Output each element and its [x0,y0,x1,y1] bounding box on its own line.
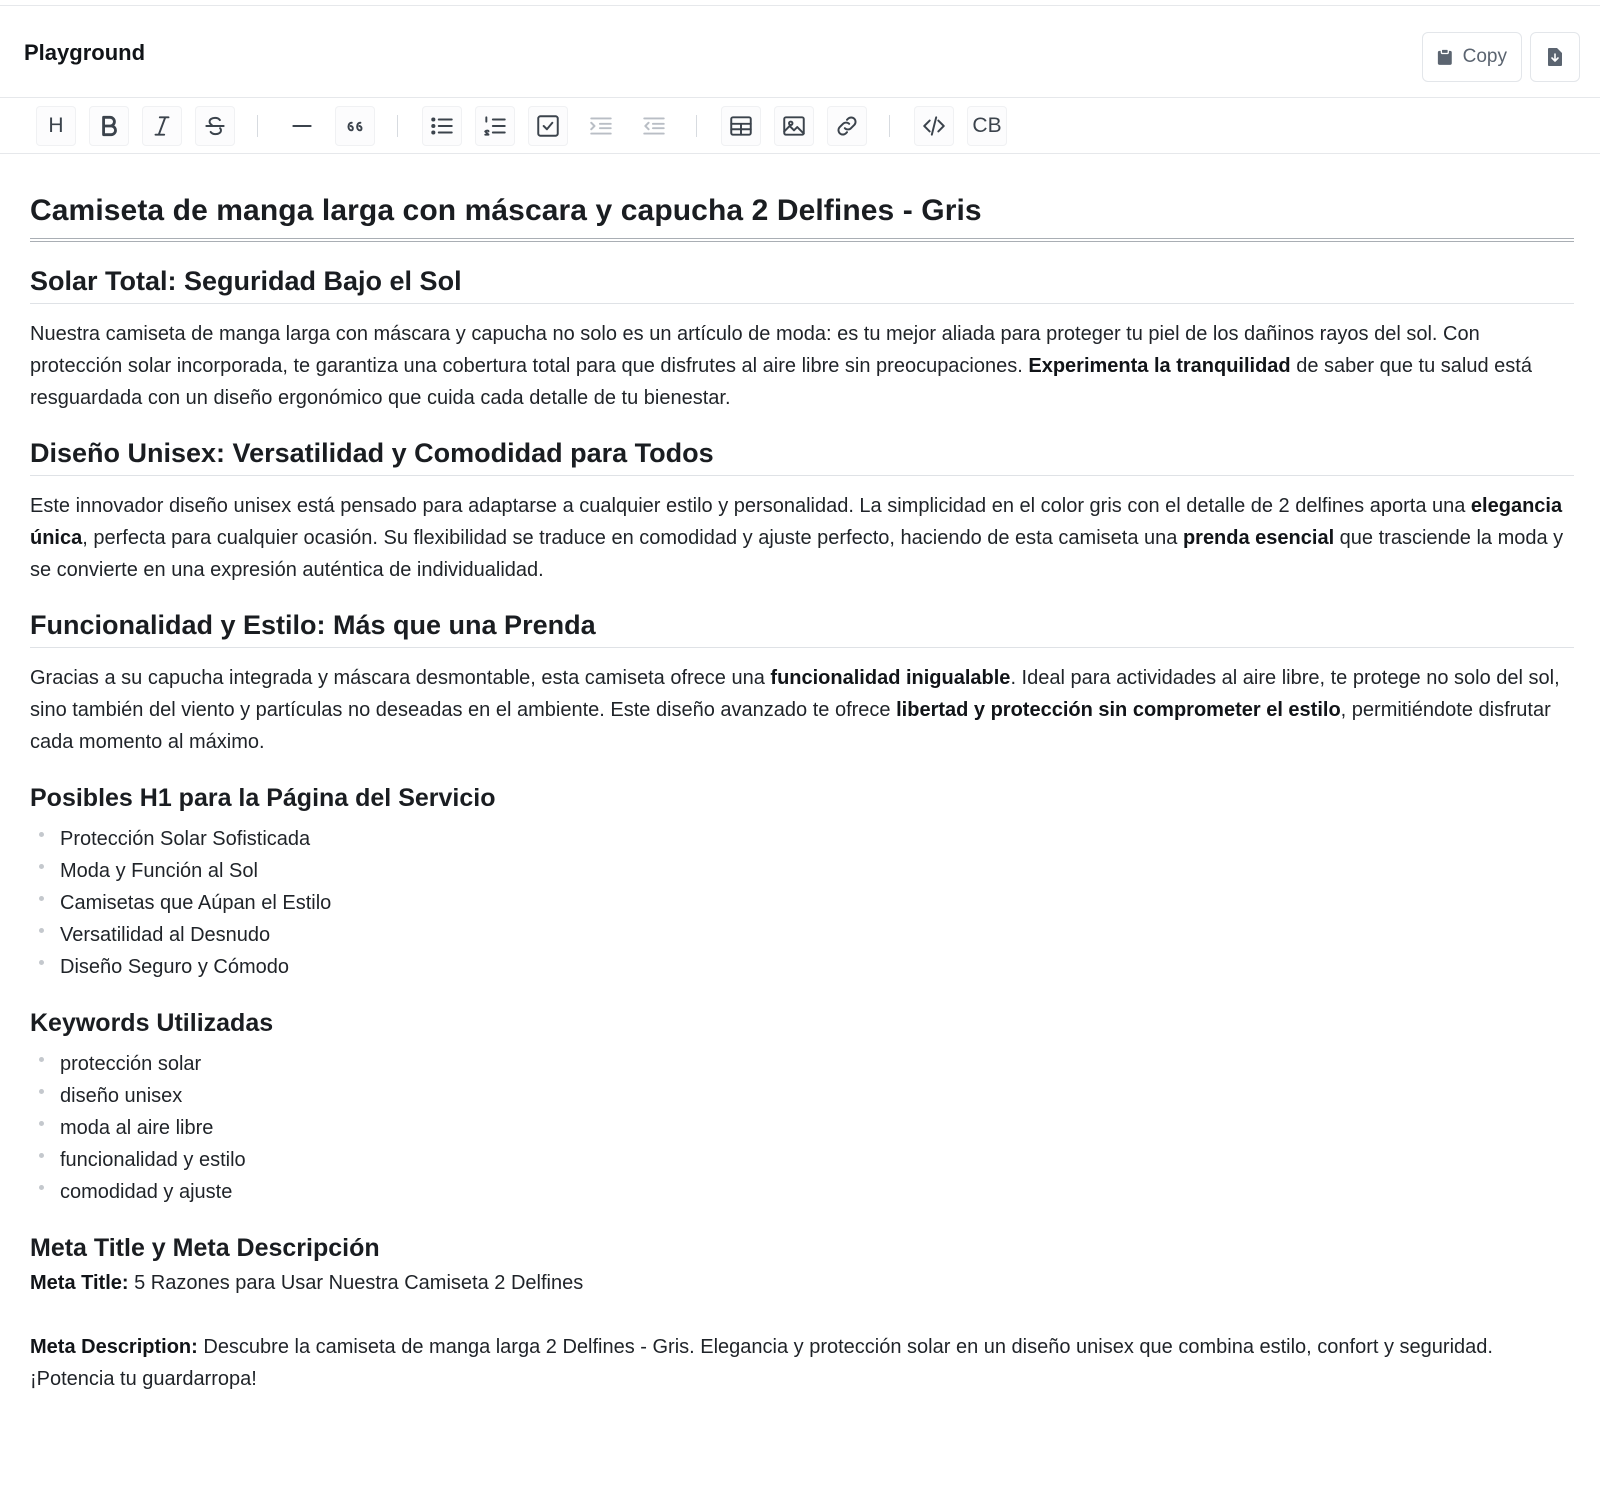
list-item: funcionalidad y estilo [30,1144,1574,1176]
paragraph-text: , permitiéndote disfrutar cada momento al máximo. [30,699,1551,753]
outdent-icon [641,113,667,139]
code-icon [921,113,947,139]
editor-content[interactable] [0,154,1600,1395]
horizontal-rule-icon [289,113,315,139]
meta-description-label: Meta Description: [30,1336,198,1358]
toolbar-separator [696,115,697,137]
ordered-list-button[interactable] [475,106,515,146]
horizontal-rule-button[interactable] [282,106,322,146]
paragraph-text: Este innovador diseño unisex está pensado para adaptarse a cualquier estilo y personalidad. La simplicidad en el color gris con el detalle de 2 delfines aporta una [30,495,1471,517]
table-button[interactable] [721,106,761,146]
paragraph-text: Nuestra camiseta de manga larga con máscara y capucha no solo es un artículo de moda: es tu mejor aliada para proteger tu piel de los dañinos rayos del sol. Con protección solar incorporada, te garantiza una cobertura total para que disfrutes al aire libre sin preocupaciones. [30,323,1480,377]
link-icon [834,113,860,139]
article-title: Camiseta de manga larga con máscara y capucha 2 Delfines - Gris [30,194,1574,242]
header-actions [1422,32,1580,82]
italic-button[interactable] [142,106,182,146]
list-item: protección solar [30,1048,1574,1080]
bold-button[interactable] [89,106,129,146]
toolbar-separator [889,115,890,137]
meta-title-line [30,1267,1574,1299]
paragraph-text: de saber que tu salud está resguardada con un diseño ergonómico que cuida cada detalle de tu bienestar. [30,355,1532,409]
list-item: Diseño Seguro y Cómodo [30,951,1574,983]
meta-description-line [30,1331,1574,1395]
bold-text: prenda esencial [1182,527,1335,549]
ordered-list-icon [482,113,508,139]
code-button[interactable] [914,106,954,146]
bold-text: funcionalidad inigualable [770,667,1011,689]
code-block-button[interactable] [967,106,1007,146]
subsection-heading: Meta Title y Meta Descripción [30,1234,380,1262]
empty-line [30,1299,1574,1331]
section-paragraph [30,490,1574,586]
meta-description-value: Descubre la camiseta de manga larga 2 Delfines - Gris. Elegancia y protección solar en un diseño unisex que combina estilo, confort y seguridad. ¡Potencia tu guardarropa! [30,1336,1493,1390]
section-paragraph [30,662,1574,758]
meta-title-value: 5 Razones para Usar Nuestra Camiseta 2 Delfines [128,1272,584,1294]
quote-icon [342,113,368,139]
heading-icon: H [48,113,64,137]
link-button[interactable] [827,106,867,146]
indent-icon [588,113,614,139]
list-item: moda al aire libre [30,1112,1574,1144]
meta-block [30,1267,1574,1395]
copy-button-label: Copy [1462,46,1507,67]
list-item: Camisetas que Aúpan el Estilo [30,887,1574,919]
indent-button[interactable] [581,106,621,146]
strikethrough-icon [202,113,228,139]
clipboard-icon [1437,47,1453,67]
paragraph-text: que trasciende la moda y se convierte en una expresión auténtica de individualidad. [30,527,1564,581]
outdent-button[interactable] [634,106,674,146]
page-title: Playground [24,40,146,65]
copy-button[interactable] [1422,32,1522,82]
download-button[interactable] [1530,32,1580,82]
file-download-icon [1547,47,1563,67]
strikethrough-button[interactable] [195,106,235,146]
list-item: Protección Solar Sofisticada [30,823,1574,855]
list-item: diseño unisex [30,1080,1574,1112]
paragraph-text: . Ideal para actividades al aire libre, te protege no solo del sol, sino también del viento y partículas no deseadas en el ambiente. Este diseño avanzado te ofrece [30,667,1560,721]
paragraph-text: Gracias a su capucha integrada y máscara desmontable, esta camiseta ofrece una [30,667,771,689]
paragraph-text: , perfecta para cualquier ocasión. Su flexibilidad se traduce en comodidad y ajuste perfecto, haciendo de esta camiseta una [82,527,1183,549]
editor-toolbar [0,98,1600,154]
meta-title-label: Meta Title: [30,1272,129,1294]
task-list-button[interactable] [528,106,568,146]
italic-icon [149,113,175,139]
bullet-list-icon [429,113,455,139]
checkbox-icon [535,113,561,139]
blockquote-button[interactable] [335,106,375,146]
image-icon [781,113,807,139]
bold-text: elegancia única [30,495,1563,549]
section-heading: Funcionalidad y Estilo: Más que una Prenda [30,610,1574,648]
toolbar-separator [257,115,258,137]
toolbar-separator [397,115,398,137]
section-paragraph [30,318,1574,414]
section-heading: Diseño Unisex: Versatilidad y Comodidad para Todos [30,438,1574,476]
subsection-heading: Keywords Utilizadas [30,1009,274,1037]
table-icon [728,113,754,139]
bold-icon [96,113,122,139]
bullet-list-button[interactable] [422,106,462,146]
heading-button[interactable] [36,106,76,146]
section-heading: Solar Total: Seguridad Bajo el Sol [30,266,1574,304]
subsection-heading: Posibles H1 para la Página del Servicio [30,784,496,812]
bold-text: Experimenta la tranquilidad [1028,355,1291,377]
app-header [0,6,1600,98]
keywords-list [30,1048,1574,1208]
list-item: Moda y Función al Sol [30,855,1574,887]
code-block-icon: CB [972,113,1002,137]
list-item: comodidad y ajuste [30,1176,1574,1208]
image-button[interactable] [774,106,814,146]
bold-text: libertad y protección sin comprometer el estilo [896,699,1341,721]
h1-options-list [30,823,1574,983]
list-item: Versatilidad al Desnudo [30,919,1574,951]
